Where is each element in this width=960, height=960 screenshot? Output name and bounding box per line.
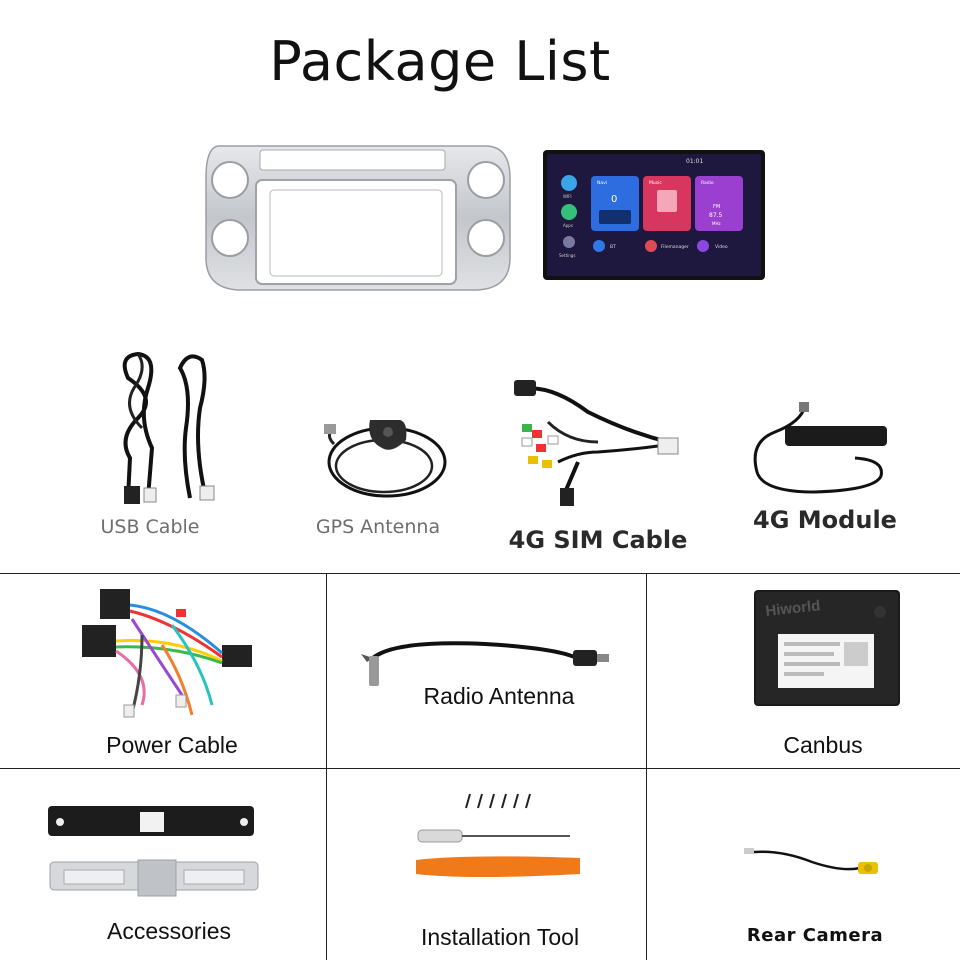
tile-music-label: Music bbox=[649, 181, 662, 186]
accessories-label: Accessories bbox=[107, 918, 231, 944]
canbus-brand-logo: Hiworld bbox=[764, 597, 822, 620]
radio-antenna-label: Radio Antenna bbox=[423, 683, 575, 709]
module-4g-image bbox=[745, 402, 895, 502]
sim-cable-image bbox=[508, 372, 688, 522]
side-settings-label: Settings bbox=[559, 253, 576, 258]
module-4g-label: 4G Module bbox=[753, 506, 897, 534]
page-title: Package List bbox=[269, 30, 611, 93]
installation-tool-image bbox=[410, 788, 590, 888]
app-bt-label: BT bbox=[610, 245, 616, 250]
grid-line-right bbox=[646, 573, 647, 960]
tile-nav-value: 0 bbox=[611, 194, 618, 205]
tile-radio-label: Radio bbox=[701, 181, 714, 186]
usb-cable-image bbox=[108, 348, 228, 508]
installation-tool-label: Installation Tool bbox=[420, 924, 580, 950]
rear-camera-label: Rear Camera bbox=[746, 925, 884, 946]
grid-line-top bbox=[0, 573, 960, 574]
grid-line-left bbox=[326, 573, 327, 960]
power-cable-label: Power Cable bbox=[106, 732, 238, 758]
screen-time: 01:01 bbox=[686, 158, 704, 165]
accessories-image bbox=[44, 800, 260, 910]
radio-unit: MHz bbox=[712, 221, 721, 226]
grid-line-middle bbox=[0, 768, 960, 769]
sim-cable-label: 4G SIM Cable bbox=[508, 526, 688, 554]
usb-cable-label: USB Cable bbox=[100, 516, 200, 538]
canbus-label: Canbus bbox=[783, 732, 863, 758]
head-unit-screen-image bbox=[543, 150, 765, 280]
rear-camera-image bbox=[742, 846, 892, 886]
gps-antenna-image bbox=[322, 400, 452, 510]
power-cable-image bbox=[72, 585, 272, 725]
gps-antenna-label: GPS Antenna bbox=[315, 516, 441, 538]
app-video-label: Video bbox=[715, 245, 728, 250]
app-file-label: Filemanager bbox=[661, 245, 689, 250]
tile-nav-label: Navi bbox=[597, 181, 608, 186]
canbus-box-image bbox=[754, 590, 902, 708]
dash-frame-image bbox=[198, 138, 518, 298]
side-apps-label: Apps bbox=[563, 223, 573, 228]
side-wifi-label: WIFI bbox=[563, 194, 572, 199]
radio-frequency: 87.5 bbox=[709, 212, 723, 219]
radio-band: FM bbox=[713, 204, 721, 210]
